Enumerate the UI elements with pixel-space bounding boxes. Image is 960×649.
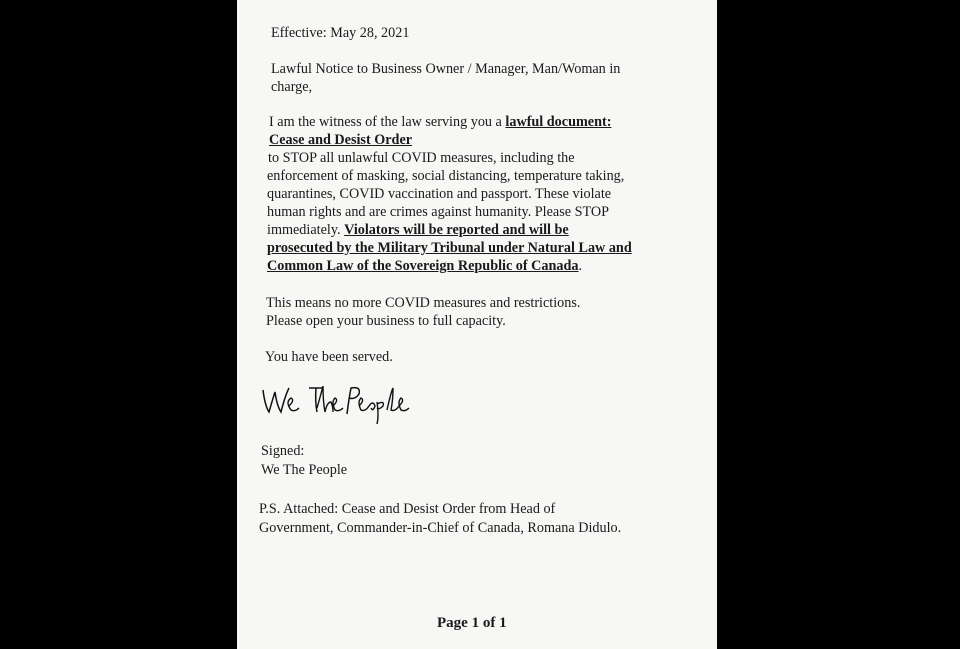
handwritten-signature: [259, 378, 419, 426]
signed-label: Signed:: [261, 443, 305, 459]
violators-emphasis: Violators will be reported and will be: [344, 222, 569, 238]
paragraph-1-line-3: to STOP all unlawful COVID measures, including the: [268, 150, 575, 166]
p1-immediately: immediately.: [267, 222, 345, 238]
document-page: [237, 0, 717, 649]
paragraph-2-line-1: This means no more COVID measures and restrictions.: [266, 295, 581, 311]
sovereign-republic-emphasis: Common Law of the Sovereign Republic of Canada: [267, 258, 579, 274]
postscript-line-2: Government, Commander-in-Chief of Canada, Romana Didulo.: [259, 520, 622, 536]
p1-period: .: [578, 258, 583, 274]
p1-text: I am the witness of the law serving you a: [269, 114, 506, 130]
lawful-document-emphasis: lawful document:: [505, 114, 612, 130]
paragraph-1-line-8: prosecuted by the Military Tribunal under Natural Law and: [267, 240, 632, 256]
paragraph-1-line-1: [269, 113, 611, 131]
paragraph-1-line-9: [267, 257, 582, 275]
served-statement: You have been served.: [265, 349, 393, 365]
paragraph-2-line-2: Please open your business to full capacity.: [266, 313, 506, 329]
effective-date: Effective: May 28, 2021: [271, 25, 410, 41]
signature-graphic: [259, 378, 419, 426]
page-number: Page 1 of 1: [437, 615, 507, 631]
salutation-line-2: charge,: [271, 79, 313, 95]
cease-desist-heading: Cease and Desist Order: [269, 132, 413, 148]
paragraph-1-line-4: enforcement of masking, social distancing, temperature taking,: [267, 168, 625, 184]
paragraph-1-line-7: [267, 221, 569, 239]
paragraph-1-line-5: quarantines, COVID vaccination and passport. These violate: [267, 186, 612, 202]
salutation-line-1: Lawful Notice to Business Owner / Manager, Man/Woman in: [271, 61, 621, 77]
postscript-line-1: P.S. Attached: Cease and Desist Order from Head of: [259, 501, 556, 517]
signed-name: We The People: [261, 462, 348, 478]
paragraph-1-line-6: human rights and are crimes against humanity. Please STOP: [267, 204, 610, 220]
